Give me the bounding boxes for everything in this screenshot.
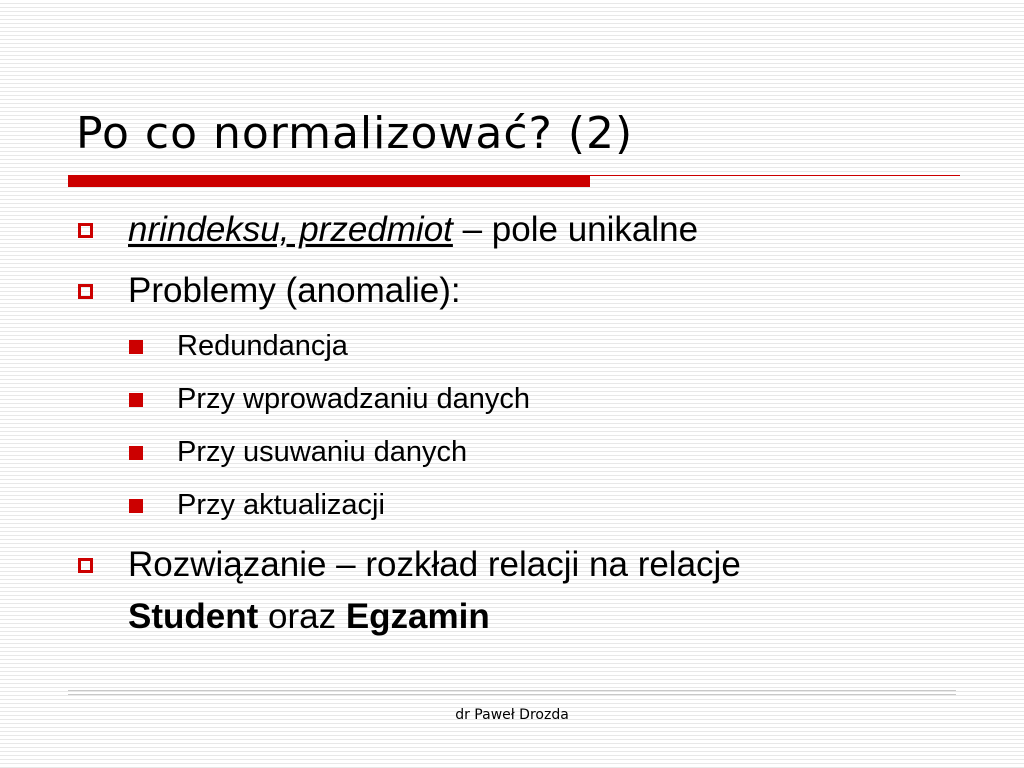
filled-square-icon [129,393,143,407]
slide-title: Po co normalizować? (2) [76,108,634,159]
bullet-problems: Problemy (anomalie): [128,271,461,310]
bullet-solution: Rozwiązanie – rozkład relacji na relacje [128,545,741,584]
hollow-square-icon [78,284,93,299]
filled-square-icon [129,446,143,460]
bullet-text: – pole unikalne [452,210,699,249]
sub-bullet-redundancy: Redundancja [177,330,348,362]
sub-bullet-delete-anomaly: Przy usuwaniu danych [177,436,468,468]
footer-author: dr Paweł Drozda [455,707,569,723]
title-underline-thick [68,175,590,187]
sub-bullet-update-anomaly: Przy aktualizacji [177,489,385,521]
title-underline-thin [590,175,960,176]
hollow-square-icon [78,223,93,238]
entity-exam: Egzamin [345,597,490,636]
entity-student: Student [128,597,259,636]
filled-square-icon [129,340,143,354]
bullet-solution-continued [128,595,490,639]
bullet-term: nrindeksu, przedmiot [128,210,453,249]
bullet-unique-fields [128,208,698,252]
hollow-square-icon [78,558,93,573]
footer-rule-bottom [68,694,956,695]
filled-square-icon [129,499,143,513]
conjunction-text: oraz [258,597,346,636]
footer-rule-top [68,690,956,691]
sub-bullet-insert-anomaly: Przy wprowadzaniu danych [177,383,531,415]
